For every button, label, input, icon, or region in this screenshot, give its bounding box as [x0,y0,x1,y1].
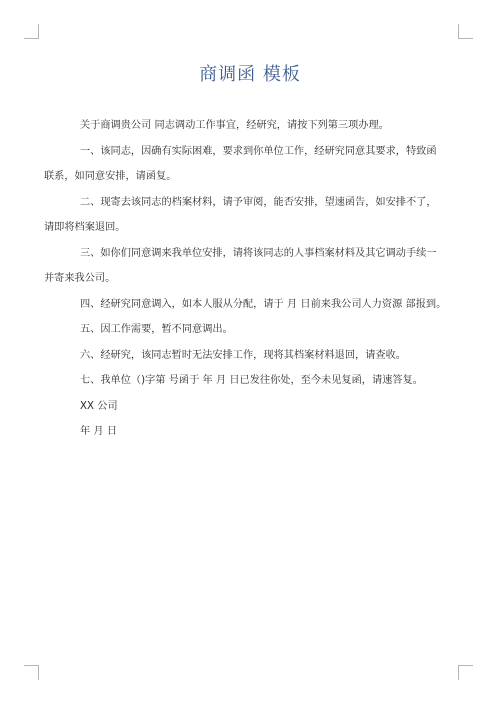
paragraph-line: 二、现寄去该同志的档案材料，请予审阅，能否安排，望速函告，如安排不了， [80,196,437,208]
paragraph-line: 三、如你们同意调来我单位安排，请将该同志的人事档案材料及其它调动手续一 [80,247,437,259]
paragraph-item-1 [44,139,446,190]
paragraph-item-7 [62,368,446,394]
paragraph-line: 五、因工作需要，暂不同意调出。 [80,324,233,335]
paragraph-item-4 [62,292,446,318]
paragraph-item-2 [44,190,446,241]
paragraph-line: 一、该同志，因确有实际困难，要求到你单位工作，经研究同意其要求，特致函 [80,145,437,157]
crop-mark-bottom-right [458,665,473,680]
paragraph-line: 年 月 日 [80,426,118,437]
paragraph-line: 四、经研究同意调入，如本人服从分配，请于 月 日前来我公司人力资源 部报到。 [80,298,447,310]
paragraph-item-5 [62,317,446,343]
paragraph-item-6 [62,343,446,369]
paragraph-line: 并寄来我公司。 [44,273,116,284]
paragraph-intro [62,113,446,139]
signature-company [62,394,446,420]
paragraph-line: XX 公司 [80,400,118,412]
paragraph-line: 关于商调贵公司 同志调动工作事宜，经研究，请按下列第三项办理。 [80,120,389,131]
signature-date [62,419,446,445]
document-title: 商调函 模板 [199,64,301,85]
paragraph-line: 联系，如同意安排，请函复。 [44,171,177,182]
document-body [44,113,447,445]
paragraph-item-3 [44,241,446,292]
paragraph-line: 七、我单位（)字第 号函于 年 月 日已发往你处，至今未见复函，请速答复。 [80,375,423,386]
paragraph-line: 六、经研究，该同志暂时无法安排工作，现将其档案材料退回，请查收。 [80,349,406,361]
crop-mark-top-left [24,24,39,39]
crop-mark-bottom-left [24,665,39,680]
crop-mark-top-right [458,24,473,39]
paragraph-line: 请即将档案退回。 [44,222,126,233]
